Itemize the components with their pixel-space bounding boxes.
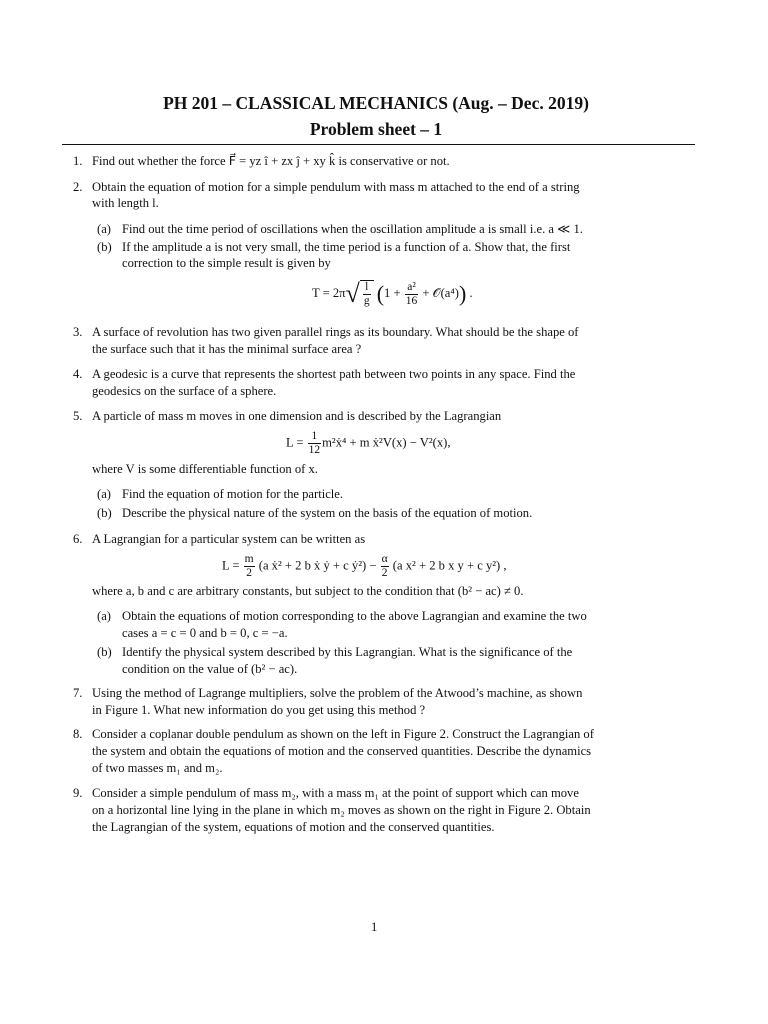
problem-6a-line-2: cases a = c = 0 and b = 0, c = −a.: [122, 626, 288, 640]
problem-3-line-2: the surface such that it has the minimal surface area ?: [92, 342, 362, 356]
frac-a2: a²: [405, 281, 419, 295]
period-eq-one: 1 +: [384, 285, 401, 300]
lag5-lhs: L =: [286, 435, 304, 450]
problem-9-number: 9.: [73, 786, 83, 800]
frac-1: 1: [308, 430, 322, 444]
problem-6b-label: (b): [97, 645, 112, 659]
problem-9-line-2: on a horizontal line lying in the plane in which m₂ moves as shown on the right in Figure 2. Obtain: [92, 803, 591, 817]
frac-g: g: [363, 295, 370, 307]
frac-16: 16: [405, 294, 418, 307]
problem-4-number: 4.: [73, 367, 83, 381]
problem-2-number: 2.: [73, 180, 83, 194]
problem-5-line-2: where V is some differentiable function of x.: [92, 462, 318, 476]
problem-3-line-1: A surface of revolution has two given parallel rings as its boundary. What should be the shape of: [92, 325, 579, 339]
period-eq-dot: .: [469, 285, 473, 300]
page-subtitle: Problem sheet – 1: [309, 119, 443, 139]
lagrangian-5-equation: [286, 430, 450, 457]
problem-1-text: Find out whether the force F⃗ = yz î + zx ĵ + xy k̂ is conservative or not.: [92, 154, 450, 168]
close-paren: ): [458, 281, 467, 306]
problem-1-number: 1.: [73, 154, 83, 168]
period-equation: [312, 280, 473, 308]
problem-2-line-1: Obtain the equation of motion for a simple pendulum with mass m attached to the end of a string: [92, 180, 580, 194]
problem-6a-label: (a): [97, 609, 111, 623]
problem-2a-text: Find out the time period of oscillations when the oscillation amplitude a is small i.e. a ≪ 1.: [122, 222, 583, 236]
frac-alpha: α: [381, 553, 388, 565]
problem-4-line-2: geodesics on the surface of a sphere.: [92, 384, 277, 398]
problem-2-line-2: with length l.: [92, 196, 159, 210]
problem-6-number: 6.: [73, 532, 83, 546]
frac-l: l: [363, 281, 371, 295]
problem-6a-line-1: Obtain the equations of motion corresponding to the above Lagrangian and examine the two: [122, 609, 587, 623]
problem-6-line-2: where a, b and c are arbitrary constants, but subject to the condition that (b² − ac) ≠ 0.: [92, 584, 524, 598]
sqrt-symbol: √: [345, 279, 360, 308]
problem-5a-text: Find the equation of motion for the particle.: [122, 487, 344, 501]
problem-5a-label: (a): [97, 487, 111, 501]
problem-8-line-2: the system and obtain the equations of motion and the conserved quantities. Describe the dynamics: [92, 744, 592, 758]
problem-6-line-1: A Lagrangian for a particular system can be written as: [92, 532, 366, 546]
problem-6b-line-1: Identify the physical system described by this Lagrangian. What is the significance of the: [122, 645, 573, 659]
frac-12: 12: [308, 444, 321, 456]
problem-4-line-1: A geodesic is a curve that represents the shortest path between two points in any space. Find the: [92, 367, 576, 381]
problem-2b-line-1: If the amplitude a is not very small, the time period is a function of a. Show that, the first: [122, 240, 571, 254]
frac-2a: 2: [246, 567, 252, 579]
problem-8-line-3: of two masses m₁ and m₂.: [92, 761, 223, 775]
lagrangian-6-equation: [222, 553, 507, 580]
problem-8-line-1: Consider a coplanar double pendulum as shown on the left in Figure 2. Construct the Lagrangian of: [92, 727, 594, 741]
problem-5-number: 5.: [73, 409, 83, 423]
problem-2b-line-2: correction to the simple result is given by: [122, 256, 331, 270]
problem-5-line-1: A particle of mass m moves in one dimension and is described by the Lagrangian: [92, 409, 502, 423]
lag5-rest: m²ẋ⁴ + m ẋ²V(x) − V²(x),: [322, 435, 451, 450]
frac-m: m: [244, 553, 254, 565]
problem-8-number: 8.: [73, 727, 83, 741]
problem-3-number: 3.: [73, 325, 83, 339]
lag6-end: (a x² + 2 b x y + c y²) ,: [392, 558, 507, 573]
page-number: 1: [371, 920, 378, 934]
problem-5b-text: Describe the physical nature of the system on the basis of the equation of motion.: [122, 506, 533, 520]
lag6-lhs: L =: [222, 558, 240, 573]
frac-2b: 2: [381, 567, 388, 579]
period-eq-lhs: T = 2π: [312, 285, 346, 300]
sqrt-argument: [360, 280, 374, 308]
open-paren: (: [376, 281, 385, 306]
problem-9-line-3: the Lagrangian of the system, equations of motion and the conserved quantities.: [92, 820, 495, 834]
problem-6b-line-2: condition on the value of (b² − ac).: [122, 662, 298, 676]
problem-2b-label: (b): [97, 240, 112, 254]
title-rule: [62, 144, 695, 145]
problem-7-line-2: in Figure 1. What new information do you get using this method ?: [92, 703, 426, 717]
problem-9-line-1: Consider a simple pendulum of mass m₂, with a mass m₁ at the point of support which can move: [92, 786, 579, 800]
page-title: PH 201 – CLASSICAL MECHANICS (Aug. – Dec. 2019): [163, 93, 589, 113]
problem-2a-label: (a): [97, 222, 111, 236]
problem-7-line-1: Using the method of Lagrange multipliers, solve the problem of the Atwood’s machine, as shown: [92, 686, 583, 700]
problem-5b-label: (b): [97, 506, 112, 520]
problem-7-number: 7.: [73, 686, 83, 700]
lag6-mid: (a ẋ² + 2 b ẋ ẏ + c ẏ²) −: [258, 558, 377, 573]
period-eq-tail: + 𝒪(a⁴): [422, 285, 459, 300]
